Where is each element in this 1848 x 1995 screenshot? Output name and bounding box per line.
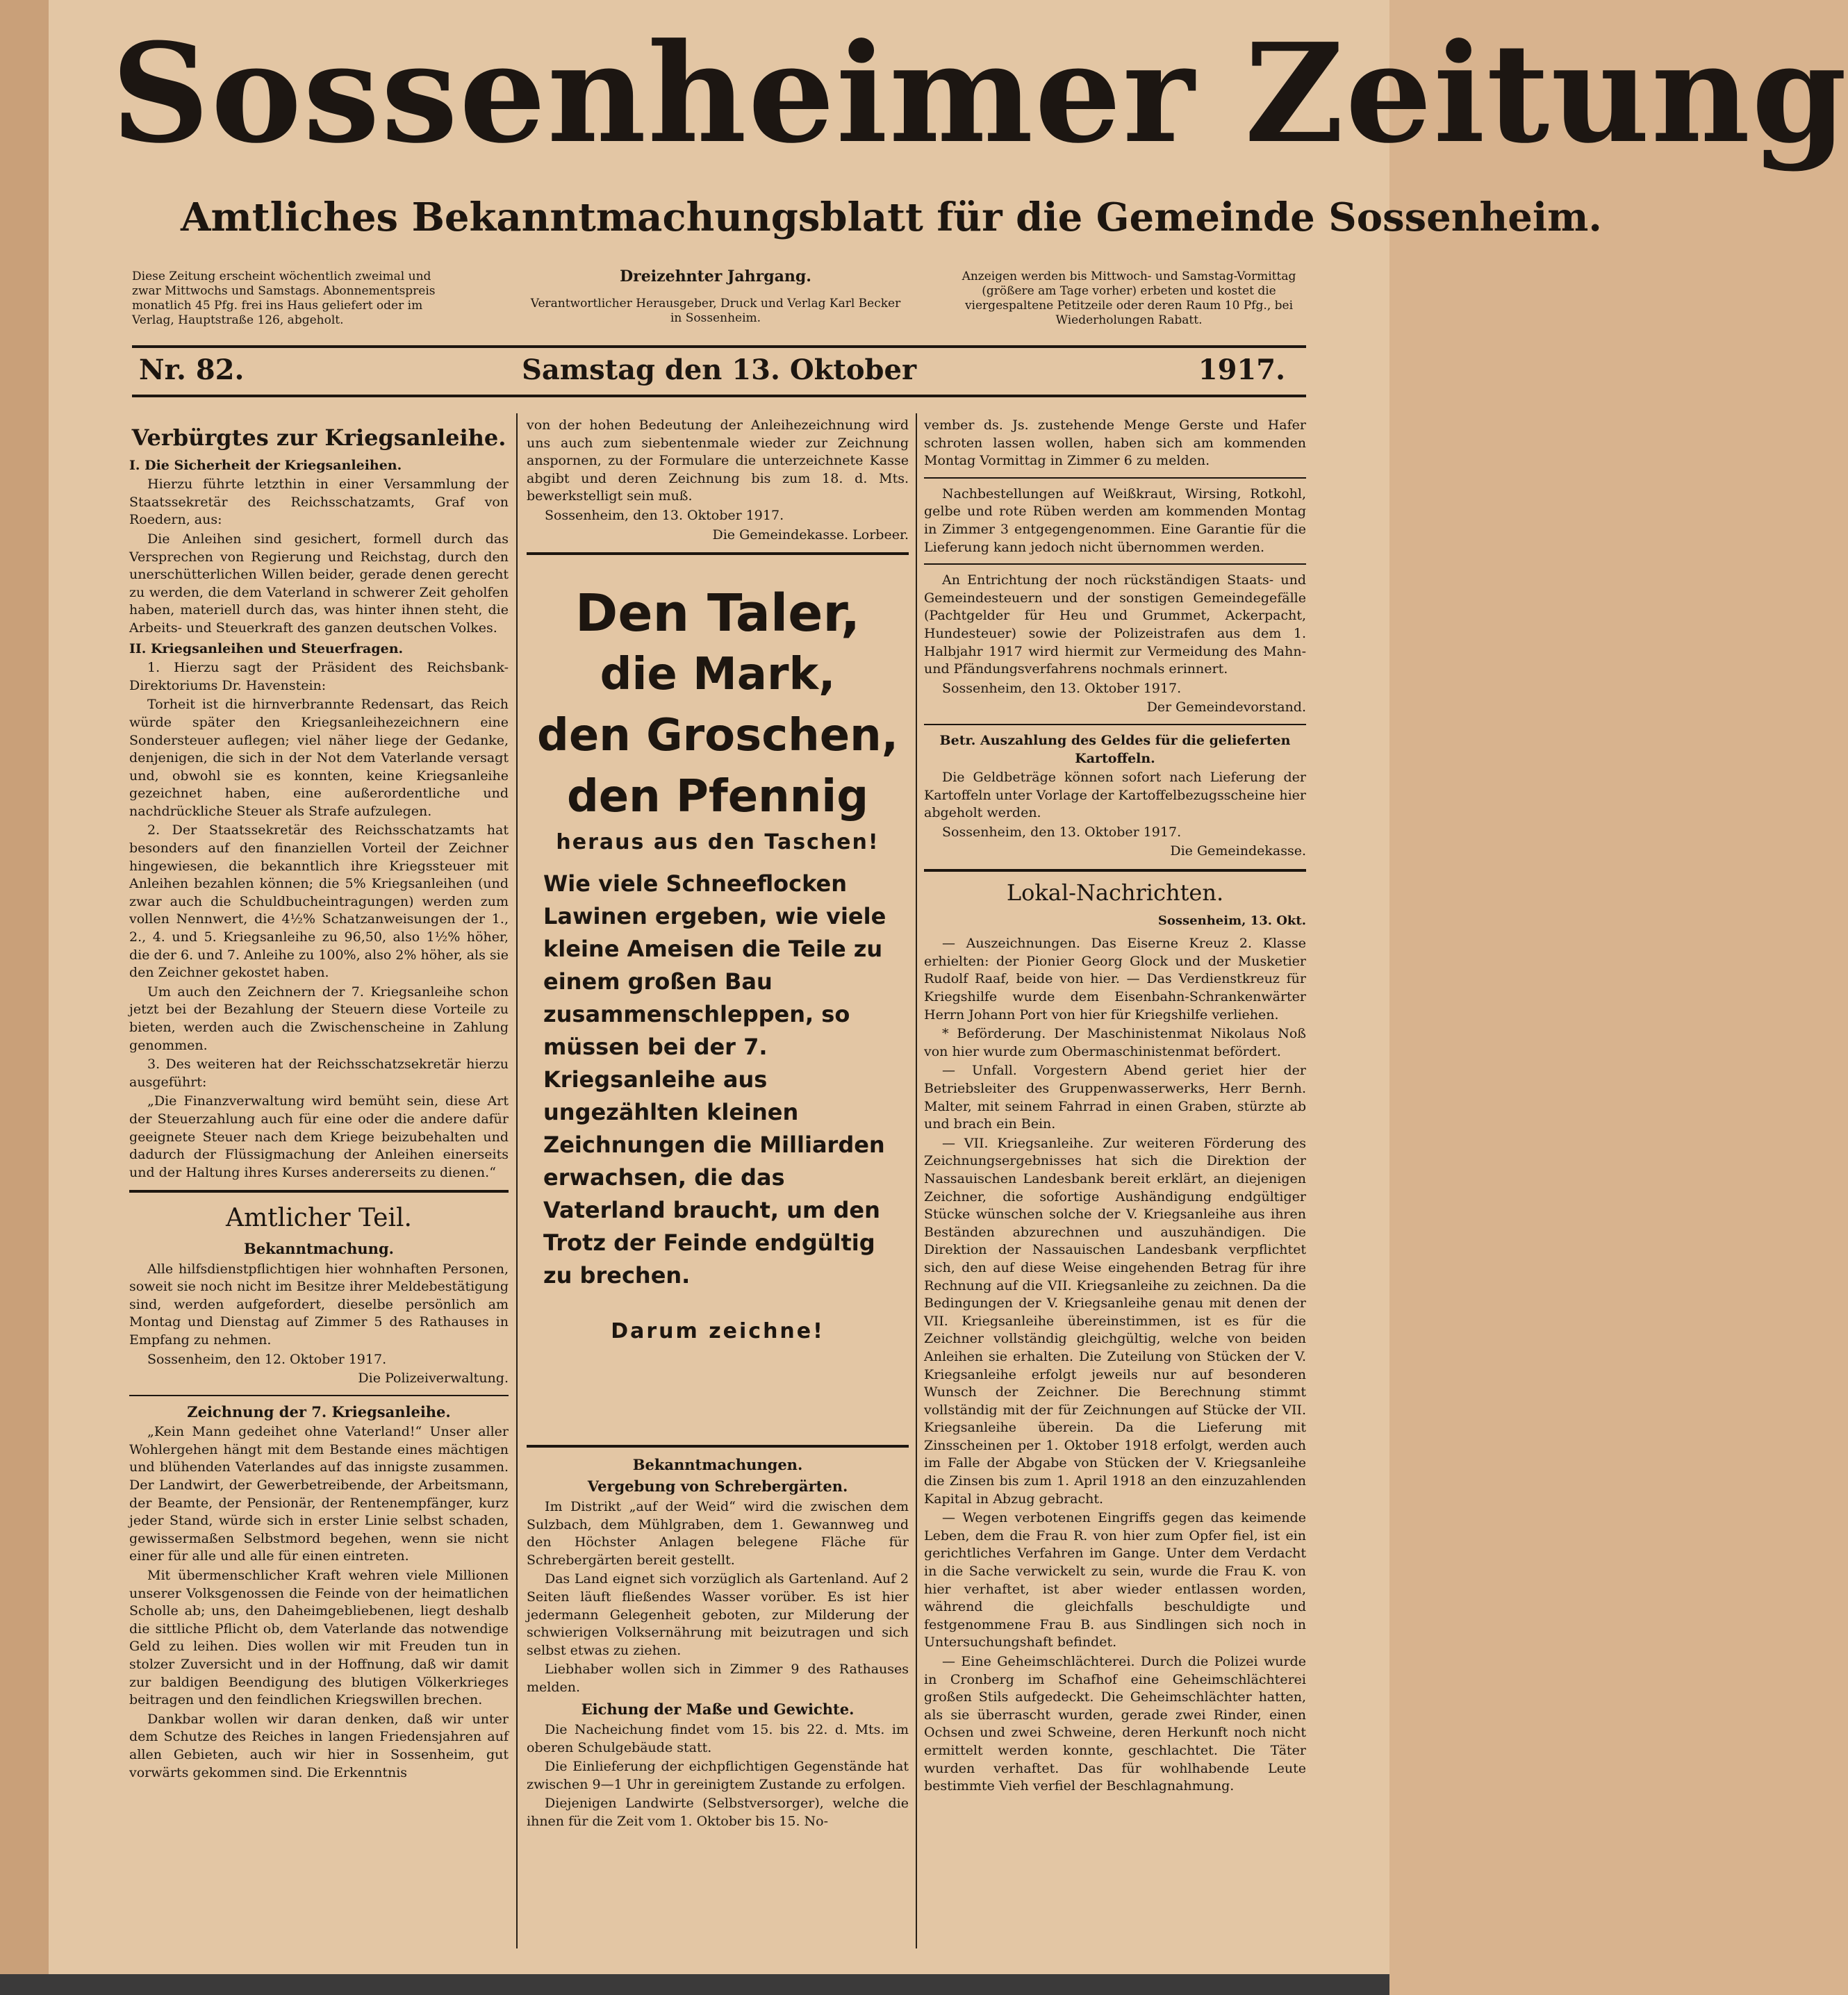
notice-subheading: Vergebung von Schrebergärten.: [587, 1477, 848, 1496]
ad-line: den Pfennig: [566, 771, 869, 823]
paragraph: Torheit ist die hirnverbrannte Redensart, das Reich würde später den Kriegsanleihezeichnern eine Sondersteuer auflegen; viel näher liege der Gedanke, denjenigen, die sich in der Not dem Vaterlande versagt und, obwohl sie es konnten, keine Kriegsanleihe gezeichnet haben, eine außerordentliche und nachdrückliche Steuer als Strafe aufzulegen.: [129, 697, 509, 819]
notice-heading: Betr. Auszahlung des Geldes für die gelieferten Kartoffeln.: [939, 732, 1291, 766]
paragraph: Dankbar wollen wir daran denken, daß wir unter dem Schutze des Reiches in langen Friedensjahren auf allen Gebieten, auch wir hier in Sossenheim, gut vorwärts gekommen sind. Die Erkenntnis: [129, 1711, 509, 1780]
ad-line: die Mark,: [600, 649, 836, 701]
column-left: [129, 417, 509, 1783]
dateline-text: Sossenheim, den 13. Oktober 1917.: [942, 680, 1182, 696]
header-rule-top: [132, 345, 1306, 348]
divider: [527, 1445, 909, 1448]
paragraph: Die Geldbeträge können sofort nach Lieferung der Kartoffeln unter Vorlage der Kartoffelbezugsscheine hier abgeholt werden.: [924, 770, 1306, 821]
masthead-title: Sossenheimer Zeitung: [111, 14, 1848, 174]
subscription-info: Diese Zeitung erscheint wöchentlich zweimal und zwar Mittwochs und Samstags. Abonnementspreis monatlich 45 Pfg. frei ins Haus geliefert oder im Verlag, Hauptstraße 126, abgeholt.: [132, 270, 436, 327]
divider: [924, 563, 1306, 565]
column-divider: [516, 413, 518, 1948]
news-item: — Wegen verbotenen Eingriffs gegen das keimende Leben, dem die Frau R. von hier zum Opfer fiel, ist ein gerichtliches Verfahren im Gange. Unter dem Verdacht in die Sache verwickelt zu sein, wurde die Frau K. von hier verhaftet, ist aber wieder entlassen worden, während die gleichfalls beschuldigte und festgenommene Frau B. aus Sindlingen sich noch in Untersuchungshaft befindet.: [924, 1510, 1306, 1650]
war-bond-advertisement: [527, 583, 909, 1344]
volume-label: Dreizehnter Jahrgang.: [620, 267, 811, 285]
divider: [527, 552, 909, 555]
paragraph: von der hohen Bedeutung der Anleihezeichnung wird uns auch zum siebentenmale wieder zur Zeichnung anspornen, zu der Formulare die unterzeichnete Kasse abgibt und deren Zeichnung bis zum 18. d. Mts. bewerkstelligt sein muß.: [527, 417, 909, 504]
paragraph: 2. Der Staatssekretär des Reichsschatzamts hat besonders auf den finanziellen Vorteil der Zeichner hingewiesen, die bekanntlich ihre Kriegssteuer mit Anleihen bezahlen können; die 5% Kriegsanleihen (und zwar auch die Schuldbucheintragungen) werden zum vollen Nennwert, die 4½% Schatzanweisungen der 1., 2., 4. und 5. Kriegsanleihe zu 96,50, also 1½% höher, die der 6. und 7. Anleihe zu 100%, also 2% höher, als sie den Zeichner gekostet haben.: [129, 822, 509, 981]
section-title: Amtlicher Teil.: [226, 1204, 412, 1233]
signature: Die Polizeiverwaltung.: [358, 1371, 509, 1386]
ad-call-to-action: Darum zeichne!: [611, 1319, 825, 1344]
dateline-text: Sossenheim, den 12. Oktober 1917.: [147, 1351, 387, 1367]
page-edge-bottom: [0, 1974, 1389, 1995]
divider: [129, 1395, 509, 1396]
paragraph: Liebhaber wollen sich in Zimmer 9 des Rathauses melden.: [527, 1662, 909, 1695]
page-edge-left: [0, 0, 49, 1995]
paragraph: Alle hilfsdienstpflichtigen hier wohnhaften Personen, soweit sie noch nicht im Besitze ihrer Meldebestätigung sind, werden aufgefordert, dieselbe persönlich am Montag und Dienstag auf Zimmer 5 des Rathauses in Empfang zu nehmen.: [129, 1261, 509, 1348]
masthead-subtitle: Amtliches Bekanntmachungsblatt für die Gemeinde Sossenheim.: [181, 194, 1602, 240]
notice-heading: Bekanntmachungen.: [632, 1455, 803, 1473]
column-right: [924, 417, 1306, 1797]
dateline-text: Sossenheim, den 13. Oktober 1917.: [942, 824, 1182, 840]
news-item: * Beförderung. Der Maschinistenmat Nikolaus Noß von hier wurde zum Obermaschinistenmat befördert.: [924, 1026, 1306, 1059]
divider: [129, 1190, 509, 1193]
paragraph: Diejenigen Landwirte (Selbstversorger), welche die ihnen für die Zeit vom 1. Oktober bis 15. No-: [527, 1796, 909, 1830]
signature: Der Gemeindevorstand.: [1146, 700, 1306, 715]
paragraph: Die Nacheichung findet vom 15. bis 22. d. Mts. im oberen Schulgebäude statt.: [527, 1722, 909, 1755]
signature: Die Gemeindekasse.: [1170, 843, 1306, 859]
paragraph: 1. Hierzu sagt der Präsident des Reichsbank-Direktoriums Dr. Havenstein:: [129, 660, 509, 693]
divider: [924, 869, 1306, 872]
publisher-label: Verantwortlicher Herausgeber, Druck und Verlag Karl Becker in Sossenheim.: [530, 297, 901, 325]
issue-number: Nr. 82.: [139, 354, 245, 386]
dateline-text: Sossenheim, den 13. Oktober 1917.: [545, 507, 784, 523]
news-item: — Auszeichnungen. Das Eiserne Kreuz 2. Klasse erhielten: der Pionier Georg Glock und der Musketier Rudolf Raaf, beide von hier. — Das Verdienstkreuz für Kriegshilfe wurde dem Eisenbahn-Schrankenwärter Herrn Johann Port von hier für Kriegshilfe verliehen.: [924, 936, 1306, 1023]
column-divider: [916, 413, 917, 1948]
ad-body: Wie viele Schneeflocken Lawinen ergeben, wie viele kleine Ameisen die Teile zu einem großen Bau zusammenschleppen, so müssen bei der 7. Kriegsanleihe aus ungezählten kleinen Zeichnungen die Milliarden erwachsen, die das Vaterland braucht, um den Trotz der Feinde endgültig zu brechen.: [543, 870, 886, 1289]
section-heading: I. Die Sicherheit der Kriegsanleihen.: [129, 457, 402, 473]
signature: Die Gemeindekasse. Lorbeer.: [712, 527, 909, 543]
article-title: Verbürgtes zur Kriegsanleihe.: [131, 424, 506, 451]
paragraph: Hierzu führte letzthin in einer Versammlung der Staatssekretär des Reichsschatzamts, Graf von Roedern, aus:: [129, 477, 509, 528]
paragraph: vember ds. Js. zustehende Menge Gerste und Hafer schroten lassen wollen, haben sich am kommenden Montag Vormittag in Zimmer 6 zu melden.: [924, 417, 1306, 469]
paragraph: 3. Des weiteren hat der Reichsschatzsekretär hierzu ausgeführt:: [129, 1057, 509, 1090]
ad-line: heraus aus den Taschen!: [556, 830, 880, 855]
column-middle: [527, 417, 909, 1832]
paragraph: Die Einlieferung der eichpflichtigen Gegenstände hat zwischen 9—1 Uhr in gereinigtem Zustande zu erfolgen.: [527, 1759, 909, 1792]
dateline: [139, 353, 1299, 388]
ad-line: Den Taler,: [575, 583, 861, 644]
ad-line: den Groschen,: [537, 710, 898, 762]
news-item: — Eine Geheimschlächterei. Durch die Polizei wurde in Cronberg im Schafhof eine Geheimschlächterei großen Stils aufgedeckt. Die Geheimschlächter hatten, als sie überrascht wurden, gerade zwei Rinder, einen Ochsen und zwei Schweine, deren Herkunft noch nicht ermittelt werden konnte, geschlachtet. Die Täter wurden verhaftet. Das für wohlhabende Leute bestimmte Vieh verfiel der Beschlagnahmung.: [924, 1654, 1306, 1794]
news-item: — VII. Kriegsanleihe. Zur weiteren Förderung des Zeichnungsergebnisses hat sich die Direktion der Nassauischen Landesbank bereit erklärt, an diejenigen Zeichner, die sofortige Aushändigung endgültiger Stücke wünschen solche der V. Kriegsanleihe aus ihren Beständen abzurechnen und auszuhändigen. Die Direktion der Nassauischen Landesbank verpflichtet sich, den auf diese Weise eingehenden Betrag für ihre Rechnung auf die VII. Kriegsanleihe zu zeichnen. Da die Bedingungen der V. Kriegsanleihe genau mit denen der VII. Kriegsanleihe übereinstimmen, ist es für die Zeichner vollständig gleichgültig, welche von beiden Anleihen sie erhalten. Die Zuteilung von Stücken der V. Kriegsanleihe erfolgt jeweils nur auf besonderen Wunsch der Zeichner. Die Berechnung stimmt vollständig mit der für Zeichnungen auf Stücke der VII. Kriegsanleihe überein. Da die Lieferung mit Zinsscheinen per 1. Oktober 1918 erfolgt, werden auch im Falle der Abgabe von Stücken der V. Kriegsanleihe die Zinsen bis zum 1. April 1918 an den einzuzahlenden Kapital in Abzug gebracht.: [924, 1135, 1306, 1507]
paragraph: „Die Finanzverwaltung wird bemüht sein, diese Art der Steuerzahlung auch für eine oder die andere dafür geeignete Steuer nach dem Kriege beizubehalten und dadurch der Flüssigmachung der Anleihen einerseits und der Haltung ihres Kurses andererseits zu dienen.“: [129, 1093, 509, 1180]
divider: [924, 724, 1306, 725]
issue-year: 1917.: [1198, 354, 1285, 386]
notice-heading: Zeichnung der 7. Kriegsanleihe.: [187, 1402, 451, 1421]
paragraph: Das Land eignet sich vorzüglich als Gartenland. Auf 2 Seiten läuft fließendes Wasser vorüber. Es ist hier jedermann Gelegenheit geboten, zur Milderung der schwierigen Volksernährung mit beizutragen und sich selbst etwas zu ziehen.: [527, 1571, 909, 1658]
local-dateline: Sossenheim, 13. Okt.: [1157, 913, 1306, 928]
issue-date: Samstag den 13. Oktober: [521, 354, 917, 386]
section-heading: II. Kriegsanleihen und Steuerfragen.: [129, 640, 404, 656]
publisher-info: [528, 267, 903, 326]
paragraph: Im Distrikt „auf der Weid“ wird die zwischen dem Sulzbach, dem Mühlgraben, dem 1. Gewannweg und den Höchster Anlagen belegene Fläche für Schrebergärten bereit gestellt.: [527, 1498, 909, 1568]
paragraph: Nachbestellungen auf Weißkraut, Wirsing, Rotkohl, gelbe und rote Rüben werden am kommenden Montag in Zimmer 3 entgegengenommen. Eine Garantie für die Lieferung kann jedoch nicht übernommen werden.: [924, 486, 1306, 555]
notice-subheading: Eichung der Maße und Gewichte.: [581, 1700, 855, 1719]
header-rule-bottom: [132, 395, 1306, 397]
paragraph: „Kein Mann gedeihet ohne Vaterland!“ Unser aller Wohlergehen hängt mit dem Bestande eines mächtigen und blühenden Vaterlandes auf das innigste zusammen. Der Landwirt, der Gewerbetreibende, der Arbeitsmann, der Beamte, der Pensionär, der Rentenempfänger, kurz jeder Stand, würde sich in erster Linie selbst schaden, gewissermaßen Selbstmord begehen, wenn sie nicht einer für alle und alle für einen eintreten.: [129, 1424, 509, 1564]
paragraph: Mit übermenschlicher Kraft wehren viele Millionen unserer Volksgenossen die Feinde von der heimatlichen Scholle ab; uns, den Daheimgebliebenen, liegt deshalb die sittliche Pflicht ob, dem Vaterlande das notwendige Geld zu leihen. Dies wollen wir mit Freuden tun in stolzer Zuversicht und in der Hoffnung, daß wir damit zur baldigen Beendigung des blutigen Völkerkrieges beitragen und den feindlichen Kriegswillen brechen.: [129, 1568, 509, 1708]
paragraph: Um auch den Zeichnern der 7. Kriegsanleihe schon jetzt bei der Bezahlung der Steuern diese Vorteile zu bieten, werden auch die Zwischenscheine in Zahlung genommen.: [129, 984, 509, 1053]
advertising-info: Anzeigen werden bis Mittwoch- und Samstag-Vormittag (größere am Tage vorher) erbeten und kostet die viergespaltene Petitzeile oder deren Raum 10 Pfg., bei Wiederholungen Rabatt.: [962, 270, 1296, 327]
section-title: Lokal-Nachrichten.: [1006, 879, 1224, 907]
paragraph: Die Anleihen sind gesichert, formell durch das Versprechen von Regierung und Reichstag, durch den unerschütterlichen Willen beider, gerade denen gerecht zu werden, die dem Vaterland in schwerer Zeit geholfen haben, materiell durch das, was hinter ihnen steht, die Arbeits- und Steuerkraft des ganzen deutschen Volkes.: [129, 531, 509, 636]
paragraph: An Entrichtung der noch rückständigen Staats- und Gemeindesteuern und der sonstigen Gemeindegefälle (Pachtgelder für Heu und Grummet, Ackerpacht, Hundesteuer) sowie der Polizeistrafen aus dem 1. Halbjahr 1917 wird hiermit zur Vermeidung des Mahn- und Pfändungsverfahrens nochmals erinnert.: [924, 572, 1306, 677]
notice-heading: Bekanntmachung.: [244, 1239, 394, 1257]
divider: [924, 477, 1306, 479]
news-item: — Unfall. Vorgestern Abend geriet hier der Betriebsleiter des Gruppenwasserwerks, Herr Bernh. Malter, mit seinem Fahrrad in einen Graben, stürzte ab und brach ein Bein.: [924, 1063, 1306, 1132]
